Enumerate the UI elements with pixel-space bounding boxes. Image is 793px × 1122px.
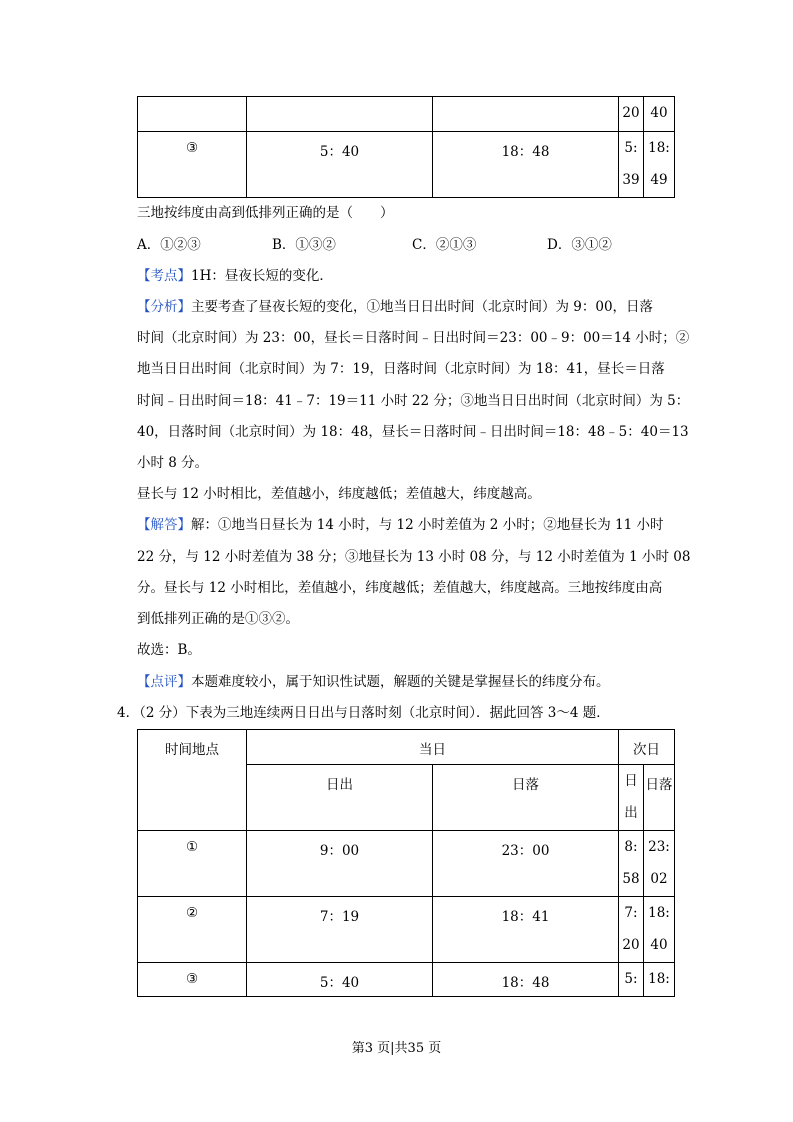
page-footer: 第3 页|共35 页 — [351, 1041, 442, 1056]
cell-line: 5: — [624, 140, 638, 156]
dianping-text: 本题难度较小，属于知识性试题，解题的关键是掌握昼长的纬度分布。 — [191, 674, 610, 690]
dianping-tag: 【点评】 — [137, 674, 191, 690]
option-b[interactable]: B．①③② — [272, 237, 336, 253]
cell-line: 40 — [650, 937, 668, 953]
table-row — [138, 897, 675, 963]
question-number: 4． — [117, 705, 140, 721]
table-cell — [247, 97, 433, 132]
table-top-fragment — [137, 96, 675, 198]
option-d[interactable]: D．③①② — [547, 237, 612, 253]
fenxi-line-6: 小时 8 分。 — [137, 455, 209, 471]
cell-next-sunrise — [619, 831, 644, 897]
table-cell — [433, 97, 619, 132]
cell-sunset: 23：00 — [433, 831, 619, 897]
cell-line: 8: — [624, 839, 638, 855]
jieda-text: 解：①地当日昼长为 14 小时，与 12 小时差值为 2 小时；②地昼长为 11 小时 — [191, 517, 664, 533]
sun-times-table — [137, 729, 675, 997]
fenxi-line-1 — [137, 292, 677, 323]
kaodian-text: 1H：昼夜长短的变化． — [191, 268, 333, 284]
cell-line: 23: — [648, 839, 670, 855]
fenxi-text: 主要考查了昼夜长短的变化，①地当日日出时间（北京时间）为 9：00，日落 — [191, 299, 654, 315]
header-sunset: 日落 — [433, 765, 619, 831]
header-today: 当日 — [247, 730, 619, 765]
cell-next-sunset — [644, 897, 675, 963]
cell-line: 7: — [624, 905, 638, 921]
table-cell: 40 — [644, 97, 675, 132]
kaodian-tag: 【考点】 — [137, 268, 191, 284]
cell-sunrise: 9：00 — [247, 831, 433, 897]
jieda-line-1 — [137, 510, 677, 541]
cell-next-sunset — [644, 831, 675, 897]
cell-place: ② — [138, 897, 247, 963]
table-cell: 20 — [619, 97, 644, 132]
table-cell-next-sunset — [644, 132, 675, 198]
cell-line: 20 — [622, 937, 640, 953]
table-row — [138, 831, 675, 897]
cell-sunset: 18：41 — [433, 897, 619, 963]
option-a[interactable]: A．①②③ — [137, 237, 201, 253]
cell-place: ③ — [138, 963, 247, 997]
jieda-line-2: 22 分，与 12 小时差值为 38 分；③地昼长为 13 小时 08 分，与 12 小时差值为 1 小时 08 — [137, 549, 691, 565]
fenxi-line-2: 时间（北京时间）为 23：00，昼长＝日落时间﹣日出时间＝23：00﹣9：00＝14 小时；② — [137, 330, 690, 346]
table-cell-next-sunrise — [619, 132, 644, 198]
fenxi-line-3: 地当日日出时间（北京时间）为 7：19，日落时间（北京时间）为 18：41，昼长＝日落 — [137, 361, 665, 377]
jieda-line-3: 分。昼长与 12 小时相比，差值越小，纬度越低；差值越大，纬度越高。三地按纬度由高 — [137, 580, 663, 596]
header-place: 时间地点 — [138, 730, 247, 831]
cell-next-sunrise — [619, 897, 644, 963]
question-4 — [117, 698, 677, 729]
table-cell-sunset: 18：48 — [433, 132, 619, 198]
header-next: 次日 — [619, 730, 675, 765]
table-cell — [138, 97, 247, 132]
cell-next-sunrise: 5: — [619, 963, 644, 997]
cell-line: 日 — [624, 773, 638, 789]
options-row — [137, 230, 677, 261]
cell-sunrise: 7：19 — [247, 897, 433, 963]
jieda-tag: 【解答】 — [137, 517, 191, 533]
header-next-sunrise — [619, 765, 644, 831]
answer: 故选：B。 — [137, 642, 201, 658]
question-stem: 三地按纬度由高到低排列正确的是（ ） — [137, 205, 394, 221]
cell-sunrise: 5：40 — [247, 963, 433, 997]
cell-line: 出 — [624, 805, 638, 821]
cell-line: 39 — [622, 172, 640, 188]
cell-place: ① — [138, 831, 247, 897]
cell-next-sunset: 18: — [644, 963, 675, 997]
question-text: （2 分）下表为三地连续两日日出与日落时刻（北京时间）．据此回答 3～4 题． — [139, 705, 610, 721]
fenxi-tag: 【分析】 — [137, 299, 191, 315]
fenxi-line-7: 昼长与 12 小时相比，差值越小，纬度越低；差值越大，纬度越高。 — [137, 486, 541, 502]
option-c[interactable]: C．②①③ — [412, 237, 477, 253]
header-next-sunset: 日落 — [644, 765, 675, 831]
fenxi-line-4: 时间﹣日出时间＝18：41﹣7：19＝11 小时 22 分；③地当日日出时间（北京时间）为 5： — [137, 393, 690, 409]
table-cell-sunrise: 5：40 — [247, 132, 433, 198]
cell-sunset: 18：48 — [433, 963, 619, 997]
cell-line: 18: — [648, 905, 670, 921]
fenxi-line-5: 40，日落时间（北京时间）为 18：48，昼长＝日落时间﹣日出时间＝18：48﹣5：40＝13 — [137, 424, 689, 440]
table-cell-place: ③ — [138, 132, 247, 198]
cell-line: 58 — [622, 871, 640, 887]
table-row — [138, 963, 675, 997]
cell-line: 02 — [650, 871, 668, 887]
kaodian — [137, 261, 677, 292]
dianping — [137, 667, 677, 698]
cell-line: 18: — [648, 140, 670, 156]
header-sunrise: 日出 — [247, 765, 433, 831]
cell-line: 49 — [650, 172, 668, 188]
jieda-line-4: 到低排列正确的是①③②。 — [137, 611, 299, 627]
